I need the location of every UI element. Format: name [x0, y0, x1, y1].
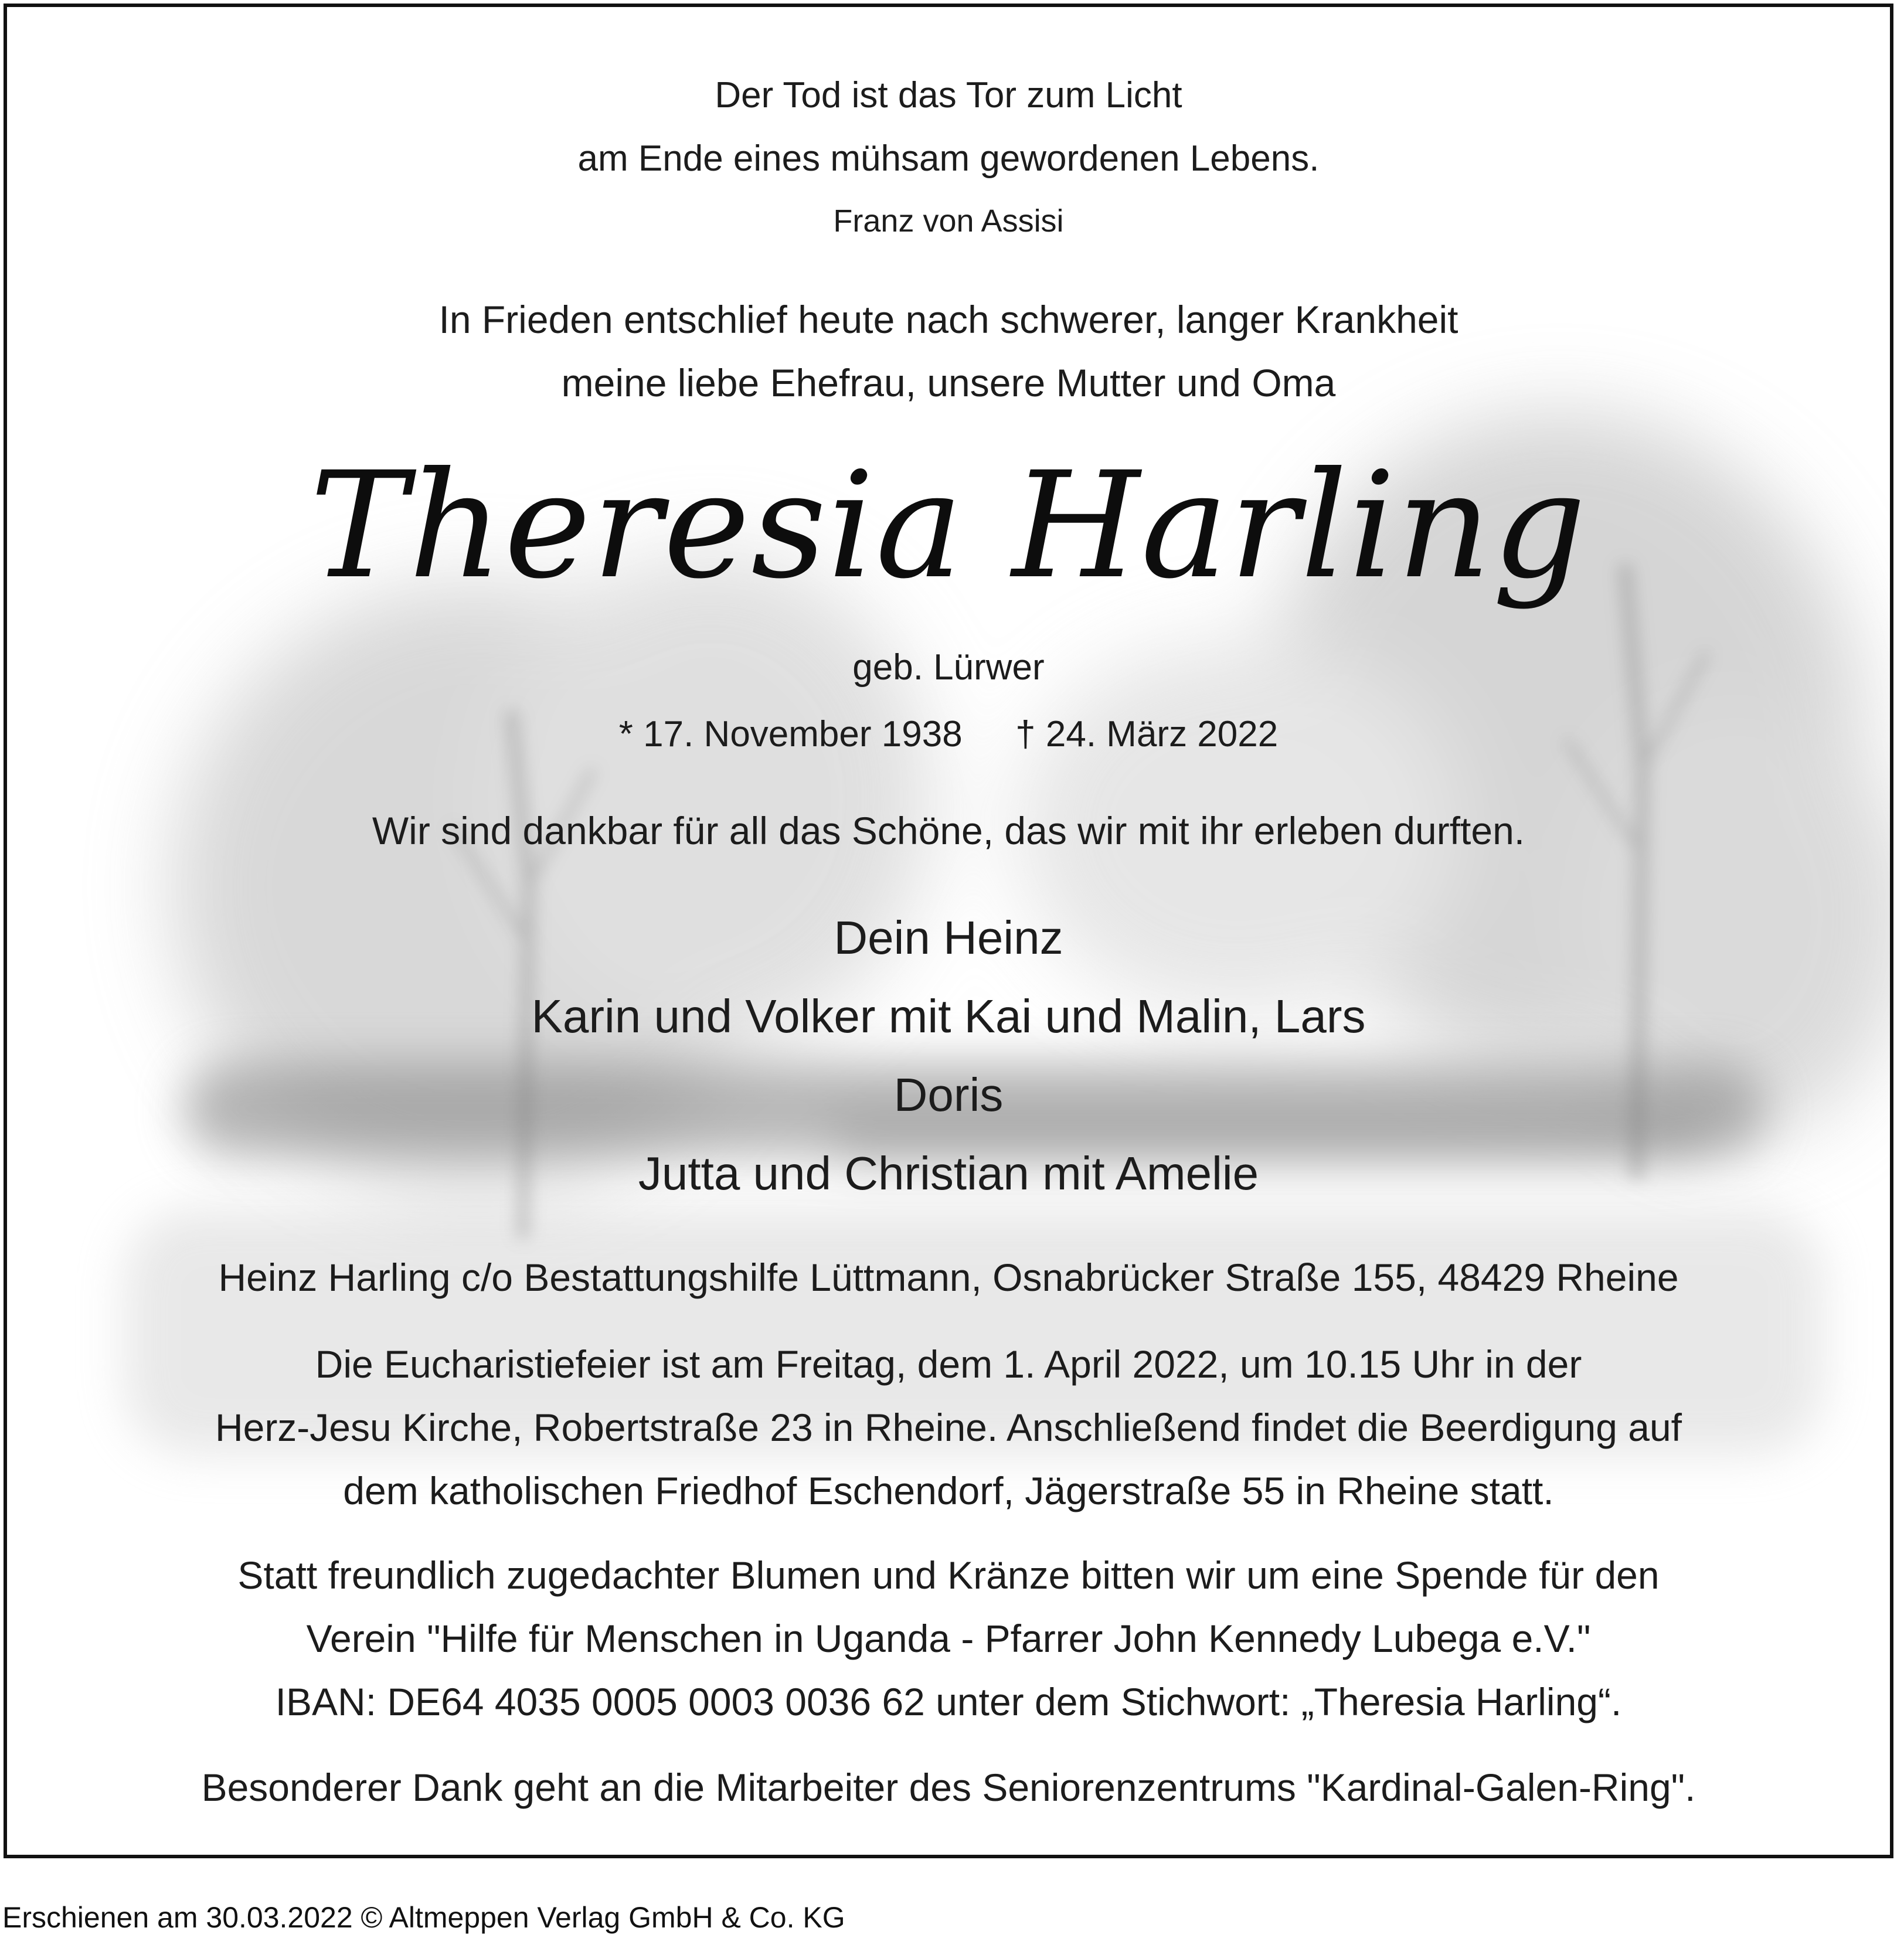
publication-footer: Erschienen am 30.03.2022 © Altmeppen Verlag GmbH & Co. KG — [2, 1901, 845, 1934]
obituary-frame — [4, 4, 1893, 1858]
donation-line-2: Verein "Hilfe für Menschen in Uganda - Pfarrer John Kennedy Lubega e.V." — [306, 1617, 1591, 1660]
quote-line-1: Der Tod ist das Tor zum Licht — [715, 75, 1182, 115]
donation-line-1: Statt freundlich zugedachter Blumen und Kränze bitten wir um eine Spende für den — [237, 1553, 1660, 1597]
thanks-line: Besonderer Dank geht an die Mitarbeiter des Seniorenzentrums "Kardinal-Galen-Ring". — [201, 1766, 1696, 1809]
intro-line-1: In Frieden entschlief heute nach schwerer, langer Krankheit — [438, 298, 1458, 341]
service-line-2: Herz-Jesu Kirche, Robertstraße 23 in Rheine. Anschließend findet die Beerdigung auf — [215, 1406, 1682, 1449]
service-line-3: dem katholischen Friedhof Eschendorf, Jägerstraße 55 in Rheine statt. — [343, 1469, 1554, 1512]
life-dates — [7, 716, 1890, 753]
mourner-2: Karin und Volker mit Kai und Malin, Lars — [531, 990, 1366, 1042]
quote-author: Franz von Assisi — [833, 203, 1064, 239]
mourner-4: Jutta und Christian mit Amelie — [638, 1147, 1259, 1199]
mourner-1: Dein Heinz — [834, 912, 1063, 964]
death-date: † 24. März 2022 — [1015, 714, 1279, 754]
intro-line-2: meine liebe Ehefrau, unsere Mutter und Oma — [561, 361, 1336, 404]
quote-line-2: am Ende eines mühsam gewordenen Lebens. — [577, 138, 1320, 179]
service-line-1: Die Eucharistiefeier ist am Freitag, dem 1. April 2022, um 10.15 Uhr in der — [315, 1342, 1582, 1386]
birth-name: geb. Lürwer — [852, 647, 1045, 688]
deceased-name: Theresia Harling — [310, 440, 1587, 611]
birth-date: * 17. November 1938 — [618, 714, 963, 754]
address-line: Heinz Harling c/o Bestattungshilfe Lüttmann, Osnabrücker Straße 155, 48429 Rheine — [218, 1256, 1679, 1299]
mourner-3: Doris — [893, 1069, 1004, 1121]
gratitude-line: Wir sind dankbar für all das Schöne, das wir mit ihr erleben durften. — [372, 809, 1525, 852]
donation-line-3: IBAN: DE64 4035 0005 0003 0036 62 unter dem Stichwort: „Theresia Harling“. — [275, 1680, 1622, 1723]
